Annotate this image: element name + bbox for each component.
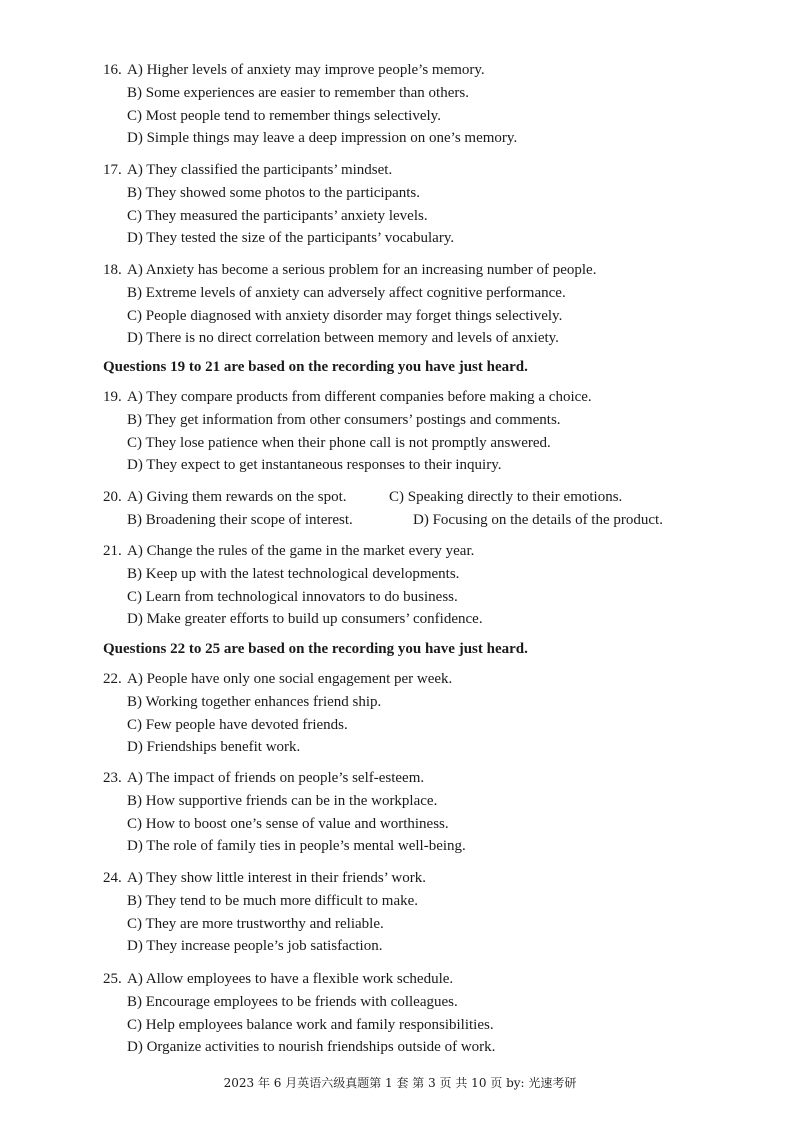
- option-a: [103, 159, 783, 182]
- option-c: C) Learn from technological innovators to do business.: [127, 588, 458, 605]
- question-number: 23.: [103, 770, 122, 786]
- option-d: D) Make greater efforts to build up consumers’ confidence.: [127, 611, 483, 628]
- section-header-19-21: Questions 19 to 21 are based on the recording you have just heard.: [103, 359, 528, 375]
- option-a: [103, 867, 783, 890]
- option-d: D) The role of family ties in people’s mental well-being.: [127, 838, 466, 855]
- question-16: [103, 59, 783, 150]
- options-row-2: [103, 509, 783, 532]
- question-number: 20.: [103, 489, 122, 505]
- question-22: [103, 668, 783, 759]
- option-a: [103, 540, 783, 563]
- option-c: C) They measured the participants’ anxiety levels.: [127, 207, 428, 224]
- options-row-1: [103, 486, 783, 509]
- question-number: 19.: [103, 389, 122, 405]
- option-b: B) How supportive friends can be in the workplace.: [127, 792, 438, 809]
- option-d: D) Simple things may leave a deep impression on one’s memory.: [127, 130, 518, 147]
- option-text: A) Allow employees to have a flexible work schedule.: [127, 971, 454, 987]
- question-number: 16.: [103, 62, 122, 78]
- option-d: D) They increase people’s job satisfaction.: [127, 938, 383, 955]
- option-b: B) Working together enhances friend ship.: [127, 693, 382, 710]
- option-d: D) There is no direct correlation between memory and levels of anxiety.: [127, 330, 559, 347]
- option-d: D) They tested the size of the participants’ vocabulary.: [127, 230, 455, 247]
- option-c: C) How to boost one’s sense of value and worthiness.: [127, 815, 449, 832]
- option-a: [103, 968, 783, 991]
- option-c: C) They are more trustworthy and reliable.: [127, 915, 384, 932]
- option-text: A) Higher levels of anxiety may improve people’s memory.: [127, 62, 485, 78]
- section-header-22-25: Questions 22 to 25 are based on the recording you have just heard.: [103, 641, 528, 657]
- option-b: B) Some experiences are easier to remember than others.: [127, 84, 469, 101]
- question-number: 25.: [103, 971, 122, 987]
- option-c: C) People diagnosed with anxiety disorder may forget things selectively.: [127, 307, 563, 324]
- option-b: B) Keep up with the latest technological developments.: [127, 565, 460, 582]
- question-23: [103, 767, 783, 858]
- option-b: B) They showed some photos to the participants.: [127, 184, 421, 201]
- question-25: [103, 968, 783, 1059]
- question-17: [103, 159, 783, 250]
- option-d: D) Friendships benefit work.: [127, 739, 301, 756]
- option-a: [103, 668, 783, 691]
- option-text: A) People have only one social engagement per week.: [127, 671, 453, 687]
- page-footer: 2023 年 6 月英语六级真题第 1 套 第 3 页 共 10 页 by: 光速考研: [223, 1076, 577, 1090]
- option-a: [103, 386, 783, 409]
- option-d: D) Organize activities to nourish friendships outside of work.: [127, 1039, 496, 1056]
- option-text: A) They compare products from different companies before making a choice.: [127, 389, 592, 405]
- option-text: A) They classified the participants’ mindset.: [127, 162, 393, 178]
- question-18: [103, 259, 783, 350]
- option-a: [103, 59, 783, 82]
- question-number: 22.: [103, 671, 122, 687]
- question-number: 21.: [103, 543, 122, 559]
- option-c: C) Most people tend to remember things selectively.: [127, 107, 441, 124]
- option-text: A) They show little interest in their friends’ work.: [127, 870, 426, 886]
- option-text: A) The impact of friends on people’s self-esteem.: [127, 770, 425, 786]
- option-b: B) Broadening their scope of interest.: [127, 511, 353, 528]
- option-text: A) Change the rules of the game in the market every year.: [127, 543, 475, 559]
- option-c: C) Speaking directly to their emotions.: [389, 489, 623, 505]
- option-b: B) They get information from other consumers’ postings and comments.: [127, 411, 561, 428]
- question-19: [103, 386, 783, 477]
- question-number: 24.: [103, 870, 122, 886]
- question-number: 18.: [103, 262, 122, 278]
- option-c: C) Help employees balance work and family responsibilities.: [127, 1016, 494, 1033]
- option-text: A) Anxiety has become a serious problem for an increasing number of people.: [127, 262, 597, 278]
- option-b: B) Encourage employees to be friends with colleagues.: [127, 993, 458, 1010]
- option-d: D) They expect to get instantaneous responses to their inquiry.: [127, 457, 502, 474]
- option-d: D) Focusing on the details of the product.: [413, 511, 663, 528]
- option-a: [103, 259, 783, 282]
- option-b: B) They tend to be much more difficult to make.: [127, 892, 419, 909]
- option-c: C) They lose patience when their phone call is not promptly answered.: [127, 434, 551, 451]
- option-a: A) Giving them rewards on the spot.: [127, 489, 347, 505]
- question-20: [103, 486, 783, 532]
- option-c: C) Few people have devoted friends.: [127, 716, 348, 733]
- question-24: [103, 867, 783, 958]
- option-b: B) Extreme levels of anxiety can adversely affect cognitive performance.: [127, 284, 566, 301]
- question-21: [103, 540, 783, 631]
- question-number: 17.: [103, 162, 122, 178]
- option-a: [103, 767, 783, 790]
